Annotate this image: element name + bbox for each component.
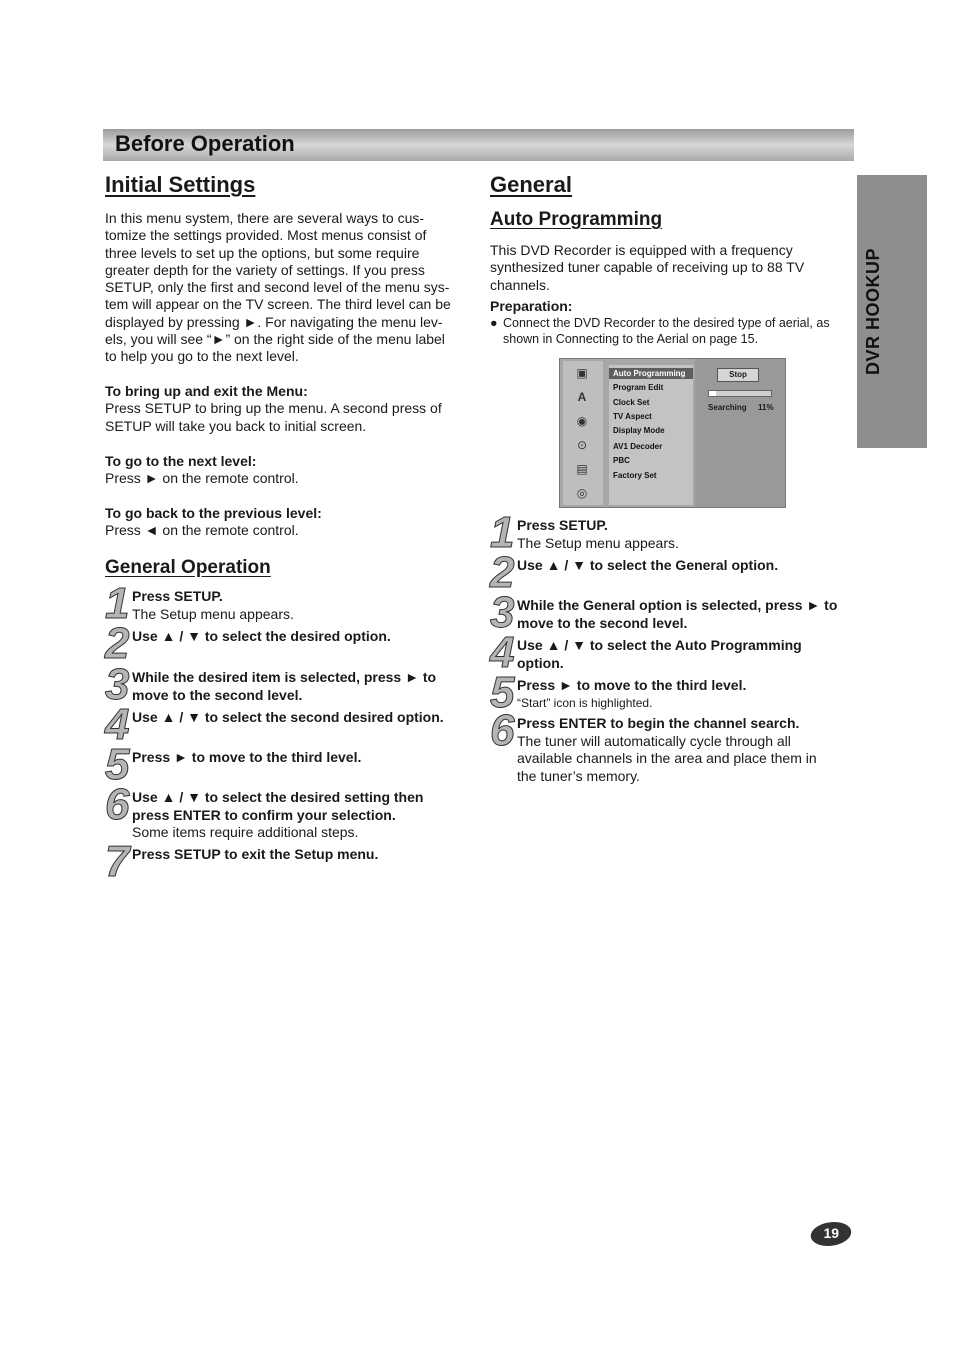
step-number: 4 (105, 700, 130, 749)
step-number: 6 (490, 706, 515, 755)
preparation-line: shown in Connecting to the Aerial on page 15. (503, 332, 759, 346)
bring-up-section (105, 383, 470, 435)
bring-up-heading: To bring up and exit the Menu: (105, 383, 308, 399)
menu-item-list (609, 365, 693, 505)
intro-line: This DVD Recorder is equipped with a frequency (490, 242, 793, 258)
step-text (517, 517, 842, 552)
step-number: 5 (105, 740, 130, 789)
step-detail: The Setup menu appears. (517, 534, 679, 551)
step-text (517, 677, 842, 712)
step-instruction: While the desired item is selected, press ► to (132, 669, 437, 685)
prev-level-heading: To go back to the previous level: (105, 505, 322, 521)
step-number: 3 (490, 588, 515, 637)
bring-up-line: Press SETUP to bring up the menu. A second press of (105, 400, 442, 417)
step-instruction: option. (517, 654, 564, 671)
auto-programming-title: Auto Programming (490, 209, 663, 230)
step-instruction: Use ▲ / ▼ to select the desired setting then (132, 789, 424, 805)
prev-level-text: Press ◄ on the remote control. (105, 522, 299, 539)
step-instruction: move to the second level. (132, 686, 303, 703)
next-level-text: Press ► on the remote control. (105, 470, 299, 487)
language-menu-icon: A (577, 390, 587, 404)
step-instruction: Press SETUP. (517, 517, 608, 533)
section-banner (103, 129, 854, 161)
menu-item-display-mode[interactable]: Display Mode (613, 426, 665, 435)
step-number: 2 (105, 619, 130, 668)
stop-button[interactable]: Stop (717, 368, 759, 382)
intro-line: tomize the settings provided. Most menus consist of (105, 227, 427, 244)
step-detail: the tuner’s memory. (517, 767, 640, 784)
step-instruction: press ENTER to confirm your selection. (132, 806, 396, 823)
lock-menu-icon: ⊙ (576, 438, 588, 452)
setup-menu-screenshot (559, 358, 786, 508)
menu-item-program-edit[interactable]: Program Edit (613, 383, 664, 392)
intro-line: displayed by pressing ►. For navigating the menu lev- (105, 313, 443, 330)
general-menu-icon: ▣ (576, 366, 588, 380)
menu-item-factory-set[interactable]: Factory Set (613, 471, 657, 480)
step-number: 2 (490, 548, 515, 597)
intro-line: greater depth for the variety of settings. If you press (105, 261, 425, 278)
preparation-line: Connect the DVD Recorder to the desired type of aerial, as (503, 316, 830, 330)
menu-item-pbc[interactable]: PBC (613, 456, 630, 465)
initial-settings-intro (105, 210, 470, 366)
step-text (132, 709, 457, 727)
step-number: 5 (490, 668, 515, 717)
step-instruction: While the General option is selected, press ► to (517, 597, 838, 613)
step-text (517, 557, 842, 575)
audio-menu-icon: ◉ (576, 414, 588, 428)
search-progress-bar (708, 390, 772, 397)
step-number: 1 (105, 579, 130, 628)
step-instruction: Press ► to move to the third level. (132, 749, 362, 765)
step-instruction: move to the second level. (517, 614, 688, 631)
step-detail: Some items require additional steps. (132, 824, 359, 840)
page-number: 19 (823, 1225, 840, 1241)
step-number: 6 (105, 780, 130, 829)
intro-line: synthesized tuner capable of receiving up to 88 TV (490, 259, 805, 276)
step-detail: The tuner will automatically cycle through all (517, 732, 791, 749)
step-note: “Start” icon is highlighted. (517, 695, 653, 710)
step-instruction: Press ENTER to begin the channel search. (517, 715, 800, 731)
step-text (132, 588, 457, 623)
bullet-icon: ● (490, 316, 498, 330)
step-instruction: Use ▲ / ▼ to select the Auto Programming (517, 637, 802, 653)
step-detail: The Setup menu appears. (132, 605, 294, 622)
general-operation-title: General Operation (105, 557, 271, 578)
auto-programming-panel (695, 359, 785, 507)
next-level-heading: To go to the next level: (105, 453, 257, 469)
page-number-badge (808, 1222, 854, 1246)
menu-icon-column (563, 361, 603, 505)
searching-label: Searching (708, 403, 747, 412)
step-instruction: Use ▲ / ▼ to select the desired option. (132, 628, 391, 644)
preparation-heading: Preparation: (490, 298, 573, 314)
step-text (132, 846, 457, 864)
intro-line: SETUP, only the first and second level of the menu sys- (105, 279, 450, 296)
step-number: 1 (490, 508, 515, 557)
side-tab-label: DVR HOOKUP (863, 247, 883, 375)
step-text (517, 715, 842, 785)
bring-up-line: SETUP will take you back to initial screen. (105, 417, 367, 434)
search-percent: 11% (758, 403, 774, 412)
side-tab (857, 175, 927, 448)
prev-level-section (105, 505, 470, 540)
intro-line: to help you go to the next level. (105, 348, 299, 365)
search-progress-fill (709, 391, 716, 396)
menu-item-clock-set[interactable]: Clock Set (613, 398, 650, 407)
step-text (132, 789, 457, 842)
menu-item-tv-aspect[interactable]: TV Aspect (613, 412, 652, 421)
step-number: 4 (490, 628, 515, 677)
banner-title: Before Operation (115, 131, 295, 156)
step-text (132, 749, 457, 767)
preparation-bullet (490, 315, 850, 347)
recording-menu-icon: ▤ (576, 462, 588, 476)
step-number: 7 (105, 837, 130, 886)
step-text (132, 669, 457, 704)
auto-programming-intro (490, 242, 850, 294)
initial-settings-title: Initial Settings (105, 172, 256, 197)
intro-line: tem will appear on the TV screen. The third level can be (105, 296, 451, 313)
step-instruction: Use ▲ / ▼ to select the General option. (517, 557, 779, 573)
intro-line: channels. (490, 276, 550, 293)
intro-line: In this menu system, there are several ways to cus- (105, 210, 425, 226)
menu-item-auto-programming[interactable]: Auto Programming (609, 368, 693, 379)
step-number: 3 (105, 660, 130, 709)
step-instruction: Press SETUP to exit the Setup menu. (132, 846, 379, 862)
step-instruction: Press SETUP. (132, 588, 223, 604)
disc-menu-icon: ◎ (576, 486, 588, 500)
next-level-section (105, 453, 470, 488)
general-title: General (490, 172, 572, 197)
menu-item-av1-decoder[interactable]: AV1 Decoder (613, 442, 663, 451)
step-instruction: Use ▲ / ▼ to select the second desired option. (132, 709, 444, 725)
step-detail: available channels in the area and place them in (517, 750, 817, 766)
step-instruction: Press ► to move to the third level. (517, 677, 747, 693)
step-text (132, 628, 457, 646)
step-text (517, 637, 842, 672)
intro-line: three levels to set up the options, but some require (105, 244, 420, 261)
step-text (517, 597, 842, 632)
intro-line: els, you will see “►” on the right side of the menu label (105, 331, 445, 348)
